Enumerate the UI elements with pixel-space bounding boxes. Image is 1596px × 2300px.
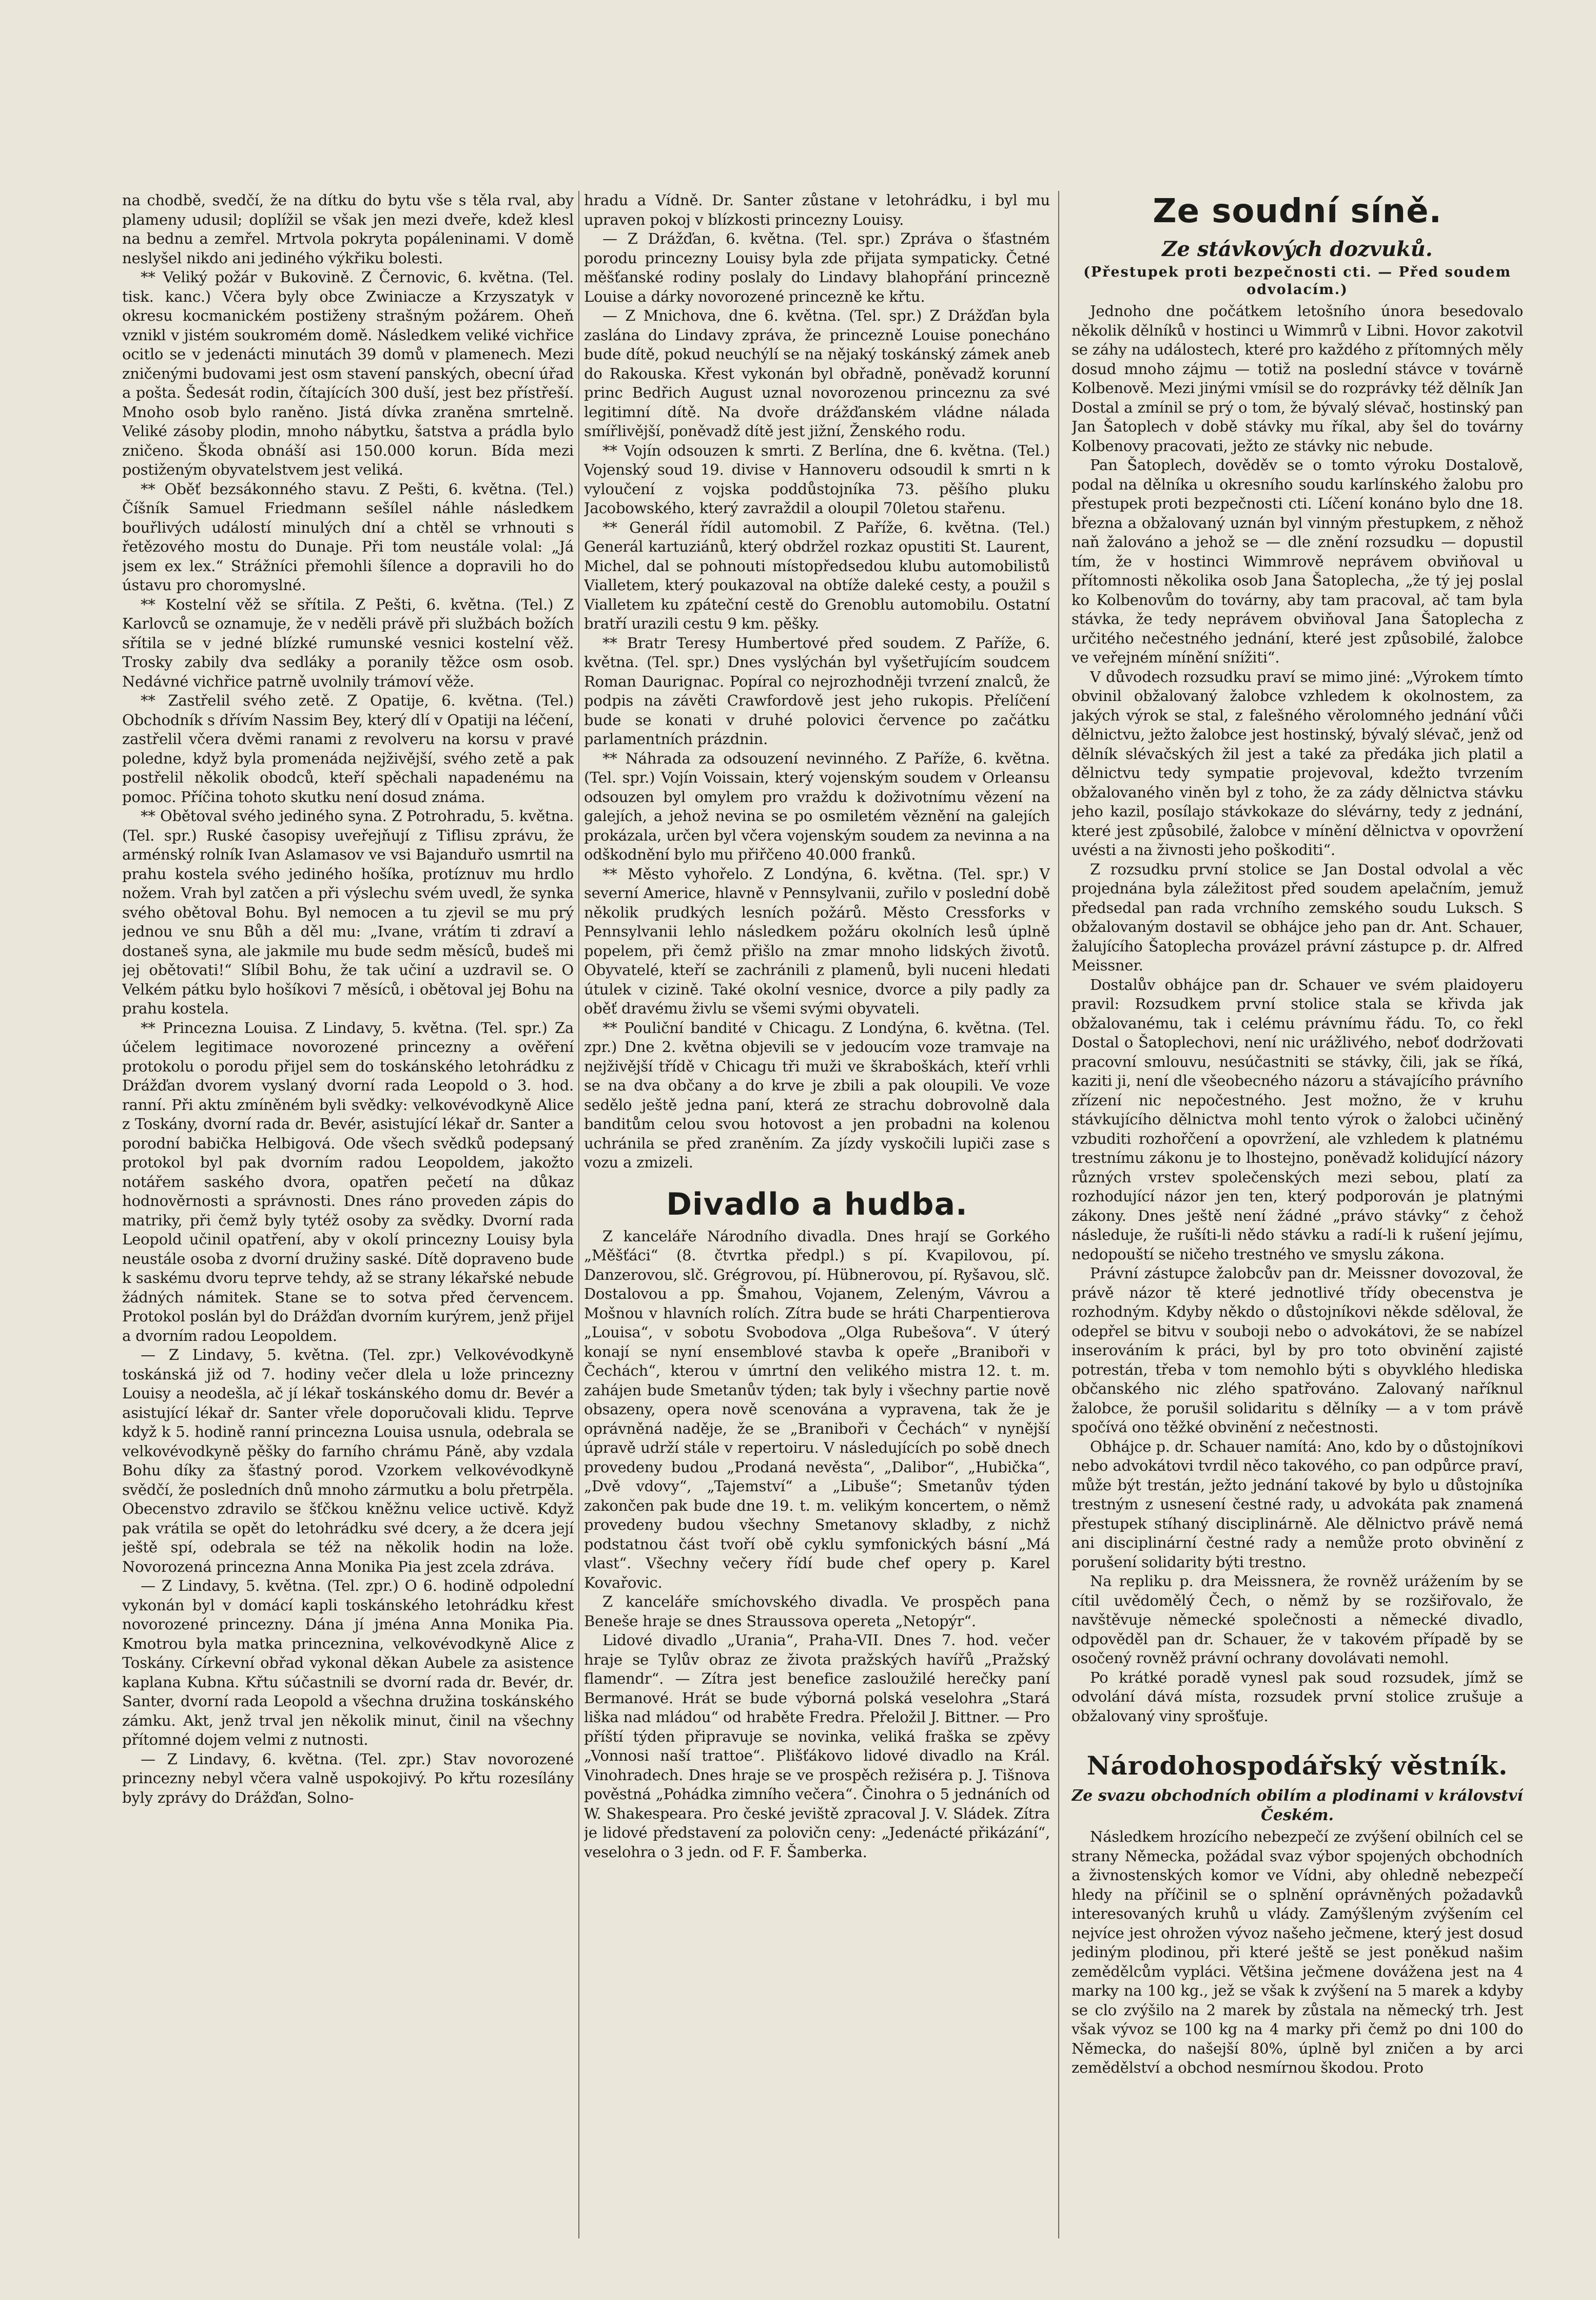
paragraph: — Z Lindavy, 5. května. (Tel. zpr.) Velkovévodkyně toskánská již od 7. hodiny večer dlela u lože princezny Louisy a neodešla, ač jí lékař toskánského domu dr. Bevér a asistující lékař dr. Santer vřele doporučovali klidu. Teprve když k 5. hodině ranní princezna Louisa usnula, odebrala se velkovévodkyně pěšky do farního chrámu Páně, aby vzdala Bohu díky za šťastný porod. Vzorkem velkovévodkyně svědčí, že posledních dnů mnoho zármutku a bolu přetrpěla. Obecenstvo zdravilo se šťčkou kněžnu velice uctivě. Když pak vrátila se opět do letohrádku své dcery, a že dcera její ještě spí, odebrala se též na několik hodin na lože. Novorozená princezna Anna Monika Pia jest zcela zdráva. [122, 1346, 574, 1575]
paragraph: ** Obětoval svého jediného syna. Z Potrohradu, 5. května. (Tel. spr.) Ruské časopisy uveřejňují z Tiflisu zprávu, že arménský rolník Ivan Aslamasov ve vsi Bajanduřo usmrtil na prahu kostela svého jediného hošíka, protíznuv mu hrdlo nožem. Vrah byl zatčen a při výslechu svém uvedl, že synka svého obětoval Bohu. Byl nemocen a tu zjevil se mu prý jednou ve snu Bůh a děl mu: „Ivane, vrátím ti zdraví a dostaneš syna, ale jakmile mu bude sedm měsíců, budeš mi jej obětovati!“ Slíbil Bohu, že tak učiní a uzdravil se. O Velkém pátku bylo hošíkovi 7 měsíců, i obětoval jej Bohu na prahu kostela. [122, 807, 574, 1017]
paragraph: ** Město vyhořelo. Z Londýna, 6. května. (Tel. spr.) V severní Americe, hlavně v Pennsylvanii, zuřilo v poslední době několik prudkých lesních požárů. Město Cressforks v Pennsylvanii lehlo následkem požáru okolních lesů úplně popelem, při čemž přišlo na zmar mnoho lidských životů. Obyvatelé, kteří se zachránili z plamenů, byli nuceni hledati útulek v cizině. Také okolní vesnice, dvorce a pily padly za oběť dravému živlu se všemi svými obyvateli. [584, 865, 1050, 1017]
column-1 [122, 191, 574, 2269]
paragraph: Lidové divadlo „Urania“, Praha-VII. Dnes 7. hod. večer hraje se Tylův obraz ze života pražských havířů „Pražský flamendr“. — Zítra jest benefice zasloužilé herečky paní Bermanové. Hrát se bude výborná polská veselohra „Stará liška nad mládou“ od hraběte Fredra. Přeložil J. Bittner. — Pro příští týden připravuje se novinka, veliká fraška se zpěvy „Vonnosi naší trattoe“. Plišťákovo lidové divadlo na Král. Vinohradech. Dnes hraje se ve prospěch režiséra p. J. Tišnova pověstná „Pohádka zimního večera“. Činohra o 5 jednáních od W. Shakespeara. Pro české jeviště zpracoval J. V. Sládek. Zítra je lidové představení za polovičn ceny: „Jedenácté přikázání“, veselohra o 3 jedn. od F. F. Šamberka. [584, 1631, 1050, 1861]
paragraph: ** Vojín odsouzen k smrti. Z Berlína, dne 6. května. (Tel.) Vojenský soud 19. divise v Hannoveru odsoudil k smrti n k vyloučení z vojska poddůstojníka 73. pěšího pluku Jacobowského, který zavraždil a oloupil 70letou stařenu. [584, 441, 1050, 517]
paragraph: Právní zástupce žalobcův pan dr. Meissner dovozoval, že právě názor tě které jednotlivé třídy obecenstva je rozhodným. Kdyby někdo o důstojníkovi někde sděloval, že odepřel se bitvu v souboji nebo o advokátovi, že se nabízel inserováním k práci, byl by pro toto obvinění zajisté potrestán, třeba v tom nemohlo býti s obyvklého hlediska občanského nic zlého spatřováno. Zalovaný naříknul žalobce, že porušil solidaritu s dělníky — a v tom právě spočívá ono těžké obvinění z nečestnosti. [1072, 1264, 1523, 1436]
paragraph: ** Kostelní věž se sřítila. Z Pešti, 6. května. (Tel.) Z Karlovců se oznamuje, že v neděli právě při službách božích sřítila se v jedné blízké rumunské vesnici kostelní věž. Trosky zabily dva sedláky a poranily těžce osm osob. Nedávné vichřice patrně uvolnily trámoví věže. [122, 595, 574, 690]
column-3 [1072, 191, 1523, 2269]
paragraph: Z kanceláře smíchovského divadla. Ve prospěch pana Beneše hraje se dnes Straussova opereta „Netopýr“. [584, 1593, 1050, 1630]
paragraph: — Z Drážďan, 6. května. (Tel. spr.) Zpráva o šťastném porodu princezny Louisy byla zde přijata sympaticky. Četné měšťanské rodiny poslaly do Lindavy blahopřání princezně Louise a dárky novorozené princezně ke křtu. [584, 230, 1050, 305]
paragraph: Z rozsudku první stolice se Jan Dostal odvolal a věc projednána byla záležitost před soudem apelačním, jemuž předsedal pan rada vrchního zemského soudu Luksch. S obžalovaným dostavil se obhájce jeho pan dr. Ant. Schauer, žalujícího Šatoplecha provázel právní zástupce p. dr. Alfred Meissner. [1072, 860, 1523, 974]
column-rule [578, 191, 579, 2238]
paragraph: V důvodech rozsudku praví se mimo jiné: „Výrokem tímto obvinil obžalovaný žalobce vzhledem k okolnostem, za jakých výrok se stal, z falešného věrolomného jednání vůči dělnictvu, ježto žalobce jest hostinský, bývalý slévač, jenž od dělník slévačských žil jest a také za předáka jich platil a dělnictvu tedy sympatie projevoval, kdežto tvrzením obžalovaného viněn byl z toho, že za zády dělnictva stávku jeho kazil, posílajo stávkokaze do slévárny, tedy z jednání, které jest způsobilé, žalobce v mínění dělnictva v opovržení uvésti a na živnosti jeho poškoditi“. [1072, 668, 1523, 859]
paragraph: Obhájce p. dr. Schauer namítá: Ano, kdo by o důstojníkovi nebo advokátovi tvrdil něco takového, co pan odpůrce praví, může být trestán, ježto jednání takové by bylo u důstojníka trestným z usnesení čestné rady, u advokáta pak znamená přestupek stíhaný disciplinárně. Ale dělnictvo právě nemá ani disciplinární čestné rady a nemůže proto obvinění z porušení solidarity býti trestno. [1072, 1437, 1523, 1571]
paragraph: — Z Mnichova, dne 6. května. (Tel. spr.) Z Drážďan byla zaslána do Lindavy zpráva, že princezně Louise ponecháno bude dítě, pokud neuchýlí se na nějaký toskánský zámek aneb do Rakouska. Křest vykonán byl obřadně, poněvadž korunní princ Bedřich August uznal novorozenou princeznu za své legitimní dítě. Na dvoře drážďanském vládne nálada smířlivější, poněvadž dítě jest jižní, Ženského rodu. [584, 307, 1050, 440]
paragraph: Pan Šatoplech, dověděv se o tomto výroku Dostalově, podal na dělníka u okresního soudu karlínského žalobu pro přestupek proti bezpečnosti cti. Líčení konáno bylo dne 18. března a obžalovaný uznán byl vinným přestupkem, z něhož naň žalováno a jehož se — dle znění rozsudku — dopustil tím, že v hostinci Wimmrově neprávem obviňoval u přítomnosti několika osob Jana Šatoplecha, „že tý jej poslal ko Kolbenovům do továrny, aby tam pracoval, ač tam byla stávka, že tedy neprávem obviňoval Jana Šatoplecha z určitého nečestného jednání, které jest způsobilé, žalobce ve veřejném mínění snížiti“. [1072, 456, 1523, 666]
paragraph: ** Generál řídil automobil. Z Paříže, 6. května. (Tel.) Generál kartuziánů, který obdržel rozkaz opustiti St. Laurent, Michel, dal se pohnouti místopředsedou klubu automobilistů Vialletem, který poukazoval na obtíže daleké cesty, a použil s Vialletem ku zpáteční cestě do Grenoblu automobilu. Ostatní bratří urazili cestu 9 km. pěšky. [584, 518, 1050, 632]
paragraph: — Z Lindavy, 5. května. (Tel. zpr.) O 6. hodině odpolední vykonán byl v domácí kapli toskánského letohrádku křest novorozené princezny. Dána jí jména Anna Monika Pia. Kmotrou byla matka princeznina, velkovévodkyně Alice z Toskány. Církevní obřad vykonal děkan Aubele za asistence kaplana Kubna. Křtu súčastnili se dvorní rada dr. Bevér, dr. Santer, dvorní rada Leopold a všechna družina toskánského zámku. Akt, jenž trval jen několik minut, činil na všechny přítomné dojem velmi z nutnosti. [122, 1577, 574, 1748]
article-subtitle: (Přestupek proti bezpečnosti cti. — Před soudem odvolacím.) [1083, 264, 1511, 298]
paragraph: ** Veliký požár v Bukovině. Z Černovic, 6. května. (Tel. tisk. kanc.) Včera byly obce Zwiniacze a Krzyszatyk v okresu kocmanickém postiženy strašným požárem. Oheň vznikl v jistém soukromém domě. Následkem veliké vichřice ocitlo se v jedenácti minutách 39 domů v plamenech. Mezi zničenými budovami jest osm stavení panských, obecní úřad a pošta. Šedesát rodin, čítajících 300 duší, jest bez přístřeší. Mnoho osob bylo raněno. Jistá dívka zraněna smrtelně. Veliké zásoby plodin, mnoho nábytku, šatstva a prádla bylo zničeno. Škoda obnáší asi 150.000 korun. Bída mezi postiženým obyvatelstvem jest veliká. [122, 268, 574, 478]
paragraph: Dostalův obhájce pan dr. Schauer ve svém plaidoyeru pravil: Rozsudkem první stolice stala se křivda jak obžalovanému, tak i celému právnímu řádu. To, co řekl Dostal o Šatoplechovi, není nic urážlivého, neboť dodržovati pracovní smlouvu, nesúčastniti se stávky, čili, jak se říká, kaziti ji, není dle všeobecného názoru a stávajícího právního zřízení nic nepočestného. Jest možno, že v kruhu stávkujícího dělnictva mohl tento výrok o žalobci učiněný vzbuditi rozhořčení a opovržení, ale vzhledem k platnému trestnímu zákonu je to lhostejno, poněvadž kolidující názory různých vrstev společenských mezi sebou, platí za rozhodující názor jen ten, který podporován je platnými zákony. Dnes ještě není žádné „právo stávky“ z čehož následuje, že rušíti-li nědo stávku a radí-li k rušení jejímu, nedopouští se ničeho trestného ve smyslu zákona. [1072, 976, 1523, 1263]
paragraph: Z kanceláře Národního divadla. Dnes hrají se Gorkého „Měšťáci“ (8. čtvrtka předpl.) s pí. Kvapilovou, pí. Danzerovou, slč. Grégrovou, pí. Hübnerovou, pí. Ryšavou, slč. Dostalovou a pp. Šmahou, Vojanem, Zeleným, Vávrou a Mošnou v hlavních rolích. Zítra bude se hráti Charpentierova „Louisa“, v sobotu Svobodova „Olga Rubešova“. V úterý konají se nyní ensemblové stavba k opeře „Braniboři v Čechách“, kterou v úmrtní den velikého mistra 12. t. m. zahájen bude Smetanův týden; tak byly i všechny partie nově obsazeny, opera nově scenována a vypravena, tak že je oprávněná naděje, že se „Braniboři v Čechách“ v nynější úpravě udrží stále v repertoiru. V následujících po sobě dnech provedeny budou „Prodaná nevěsta“, „Dalibor“, „Hubička“, „Dvě vdovy“, „Tajemství“ a „Libuše“; Smetanův týden zakončen pak bude dne 19. t. m. velikým koncertem, o němž provedeny budou všechny Smetanovy skladby, z nichž podstatnou část tvoří obě cyklu symfonických básní „Má vlast“. Všechny večery řídí bude chef opery p. Karel Kovařovic. [584, 1227, 1050, 1591]
paragraph: Na repliku p. dra Meissnera, že rovněž urážením by se cítil uvědomělý Čech, o němž by se rozšiřovalo, že navštěvuje německé společnosti a německé divadlo, odpověděl pan dr. Schauer, že v takovém případě by se osočený rovněž právní ochrany dovolávati nemohl. [1072, 1572, 1523, 1667]
paragraph: hradu a Vídně. Dr. Santer zůstane v letohrádku, i byl mu upraven pokoj v blízkosti princezny Louisy. [584, 191, 1050, 228]
column-2 [584, 191, 1050, 2269]
paragraph: ** Zastřelil svého zetě. Z Opatije, 6. května. (Tel.) Obchodník s dřívím Nassim Bey, který dlí v Opatiji na léčení, zastřelil včera dvěmi ranami z revolveru na korsu v pravé poledne, když byla promenáda nejživější, svého zetě a pak postřelil několik obodců, kteří spěchali napadenému na pomoc. Příčina tohoto skutku není dosud známa. [122, 692, 574, 806]
section-heading-court: Ze soudní síně. [1153, 192, 1442, 230]
column-rule [1058, 191, 1059, 2238]
paragraph: Po krátké poradě vynesl pak soud rozsudek, jímž se odvolání dává místa, rozsudek první stolice zrušuje a obžalovaný viny sprošťuje. [1072, 1668, 1523, 1725]
paragraph: ** Oběť bezsákonného stavu. Z Pešti, 6. května. (Tel.) Číšník Samuel Friedmann sešílel náhle následkem bouřlivých událostí minulých dní a chtěl se vrhnouti s řetězového mostu do Dunaje. Při tom neustále volal: „Já jsem ex lex.“ Strážníci přemohli šílence a dopravili ho do ústavu pro choromyslné. [122, 480, 574, 594]
paragraph: na chodbě, svedčí, že na dítku do bytu vše s těla rval, aby plameny udusil; doplížil se však jen mezi dveře, kdež klesl na bednu a zemřel. Mrtvola pokryta popáleninami. V domě neslyšel nikdo ani jediného výkřiku bolesti. [122, 191, 574, 267]
paragraph: Následkem hrozícího nebezpečí ze zvýšení obilních cel se strany Německa, požádal svaz výbor spojených obchodních a živnostenských komor ve Vídni, aby ohledně nebezpečí hledy na příčinil se o splnění oprávněných požadavků interesovaných kruhů u vlády. Zamýšleným zvýšením cel nejvíce jest ohrožen vývoz našeho ječmene, který jest dosud jediným plodinou, při které ještě se jest poněkud našim zemědělcům vypláci. Většina ječmene dovážena jest na 4 marky na 100 kg., jež se však k zvýšení na 5 marek a kdyby se clo zvýšilo na 2 marek by zůstala na německý trh. Jest však vývoz se 100 kg na 4 marky při čemž po dni 100 do Německa, do našejší 80%, úplně byl zničen a by arci zemědělství a obchod nesmírnou škodou. Proto [1072, 1828, 1523, 2076]
paragraph: ** Náhrada za odsouzení nevinného. Z Paříže, 6. května. (Tel. spr.) Vojín Voissain, který vojenským soudem v Orleansu odsouzen byl omylem pro vraždu k doživotnímu vězení na galejích, a jehož nevina se po osmiletém věznění na galejích prokázala, určen byl včera vojenským soudem za nevinna a na odškodnění bylo mu přiřčeno 40.000 franků. [584, 749, 1050, 863]
section-heading-economy: Národohospodářský věstník. [1086, 1750, 1508, 1781]
article-title: Ze svazu obchodních obilím a plodinami v království Českém. [1072, 1787, 1523, 1824]
paragraph: Jednoho dne počátkem letošního února besedovalo několik dělníků v hostinci u Wimmrů v Libni. Hovor zakotvil se záhy na událostech, které pro každého z přítomných měly dosud mnoho zájmu — totiž na poslední stávce v továrně Kolbenově. Mezi jinými vmísil se do rozprávky též dělník Jan Dostal a zmínil se prý o tom, že bývalý slévač, hostinský pan Jan Šatoplech v době stávky mu říkal, aby šel do továrny Kolbenovy pracovati, ježto ze stávky nic nebude. [1072, 302, 1523, 455]
paragraph: — Z Lindavy, 6. května. (Tel. zpr.) Stav novorozené princezny nebyl včera valně uspokojivý. Po křtu rozesílány byly zprávy do Drážďan, Solno- [122, 1750, 574, 1806]
paragraph: ** Princezna Louisa. Z Lindavy, 5. května. (Tel. spr.) Za účelem legitimace novorozené princezny a ověření protokolu o porodu přijel sem do toskánského letohrádku z Drážďan dvorem vyslaný dvorní rada Leopold o 3. hod. ranní. Při aktu zmíněném byli svědky: velkovévodkyně Alice z Toskány, dvorní rada dr. Bevér, asistující lékař dr. Santer a porodní babička Helbigová. Ode všech svědků podepsaný protokol byl pak dvorním radou Leopoldem, jakožto notářem saského dvora, opatřen pečetí na důkaz hodnověrnosti a správnosti. Dnes ráno proveden zápis do matriky, při čemž byly tytéž osoby za svědky. Dvorní rada Leopold učinil opatření, aby v okolí princezny Louisy byla neustále osoba z dvorní družiny saské. Dítě dopraveno bude k saskému dvoru teprve tehdy, až se strany lékařské nebude žádných námitek. Stane se to sotva před červencem. Protokol poslán byl do Drážďan dvorním kurýrem, jenž přijel a dvorním radou Leopoldem. [122, 1019, 574, 1344]
paragraph: ** Bratr Teresy Humbertové před soudem. Z Paříže, 6. května. (Tel. spr.) Dnes vyslýchán byl vyšetřujícím soudcem Roman Daurignac. Popíral co nejrozhodněji tvrzení znalců, že podpis na závěti Crawfordově jest jeho rukopis. Přelíčení bude se konati v druhé polovici července po začátku parlamentních prázdnin. [584, 634, 1050, 748]
paragraph: ** Pouliční bandité v Chicagu. Z Londýna, 6. května. (Tel. zpr.) Dne 2. května objevili se v jedoucím voze tramvaje na nejživější třídě v Chicagu tři muži ve škraboškách, kteří vrhli se na dva občany a do krve je zbili a pak oloupili. Ve voze sedělo ještě jedna paní, která ze strachu dobrovolně dala banditům celou svou hotovost a jen probadni na kolenou uchránila se před zraněním. Za jízdy vyskočili lupiči zase s vozu a zmizeli. [584, 1019, 1050, 1171]
section-heading-theatre: Divadlo a hudba. [666, 1186, 968, 1222]
article-title: Ze stávkových dozvuků. [1162, 237, 1433, 261]
